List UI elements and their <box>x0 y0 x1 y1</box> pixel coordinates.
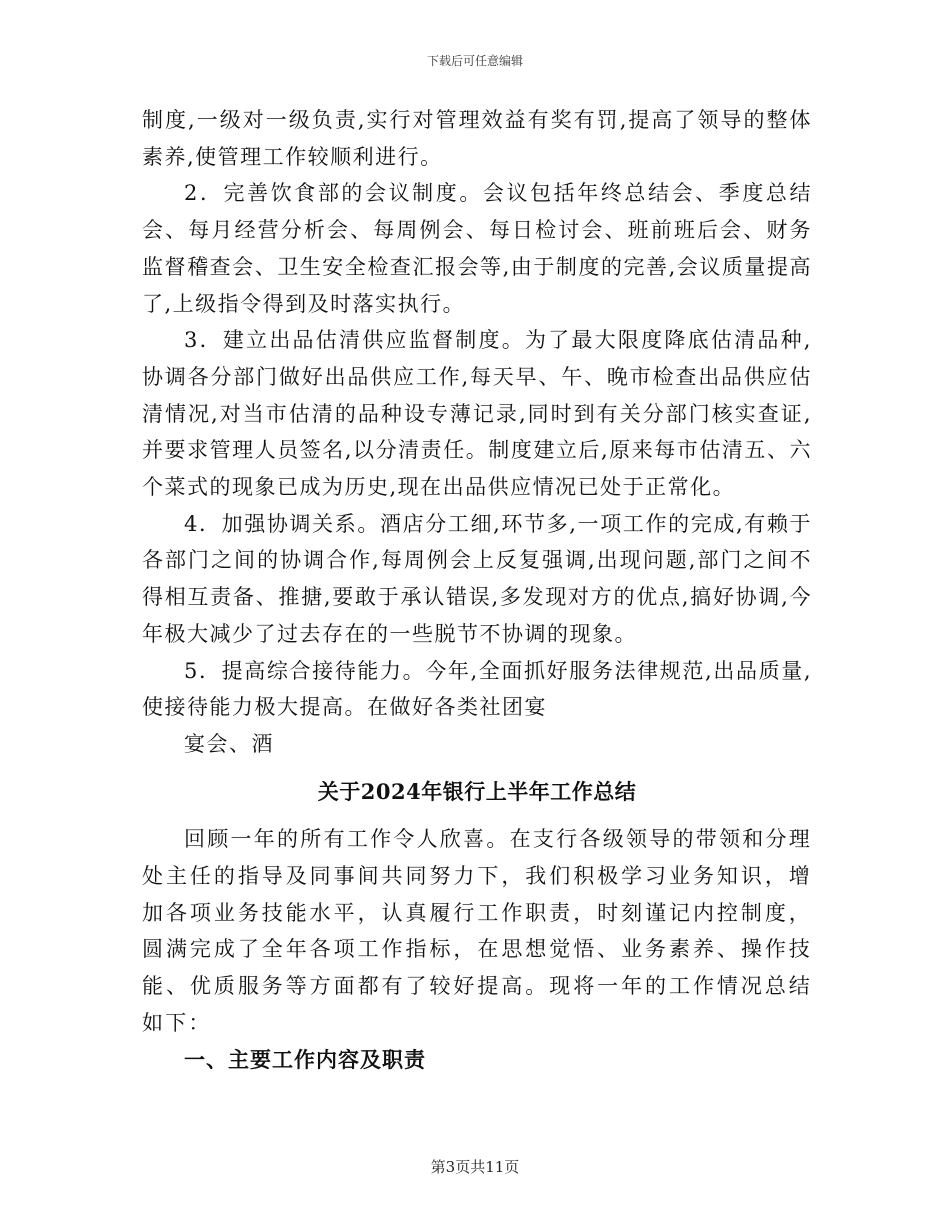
paragraph-item-4: 4．加强协调关系。酒店分工细,环节多,一项工作的完成,有赖于各部门之间的协调合作,每周例会上反复强调,出现问题,部门之间不得相互责备、推搪,要敢于承认错误,多发现对方的优点,搞好协调,今年极大减少了过去存在的一些脱节不协调的现象。 <box>142 511 812 646</box>
paragraph-continuation: 制度,一级对一级负责,实行对管理效益有奖有罚,提高了领导的整体素养,使管理工作较顺利进行。 <box>142 108 812 169</box>
document-title: 关于2024年银行上半年工作总结 <box>317 778 637 804</box>
paragraph-fragment: 宴会、酒 <box>184 731 274 756</box>
intro-paragraph: 回顾一年的所有工作令人欣喜。在支行各级领导的带领和分理处主任的指导及同事间共同努力下，我们积极学习业务知识，增加各项业务技能水平，认真履行工作职责，时刻谨记内控制度，圆满完成了全年各项工作指标，在思想觉悟、业务素养、操作技能、优质服务等方面都有了较好提高。现将一年的工作情况总结如下： <box>142 827 812 1035</box>
section-heading: 一、主要工作内容及职责 <box>184 1046 426 1072</box>
paragraph-item-2: 2．完善饮食部的会议制度。会议包括年终总结会、季度总结会、每月经营分析会、每周例会、每日检讨会、班前班后会、财务监督稽查会、卫生安全检查汇报会等,由于制度的完善,会议质量提高了,上级指令得到及时落实执行。 <box>142 181 812 316</box>
page-header: 下载后可任意编辑 <box>426 54 523 68</box>
document-body <box>142 102 812 1078</box>
page-footer: 第3页共11页 <box>430 1158 520 1176</box>
paragraph-item-3: 3．建立出品估清供应监督制度。为了最大限度降底估清品种,协调各分部门做好出品供应工作,每天早、午、晚市检查出品供应估清情况,对当市估清的品种设专薄记录,同时到有关分部门核实查证,并要求管理人员签名,以分清责任。制度建立后,原来每市估清五、六个菜式的现象已成为历史,现在出品供应情况已处于正常化。 <box>142 328 812 500</box>
paragraph-item-5: 5．提高综合接待能力。今年,全面抓好服务法律规范,出品质量,使接待能力极大提高。在做好各类社团宴 <box>142 658 812 720</box>
